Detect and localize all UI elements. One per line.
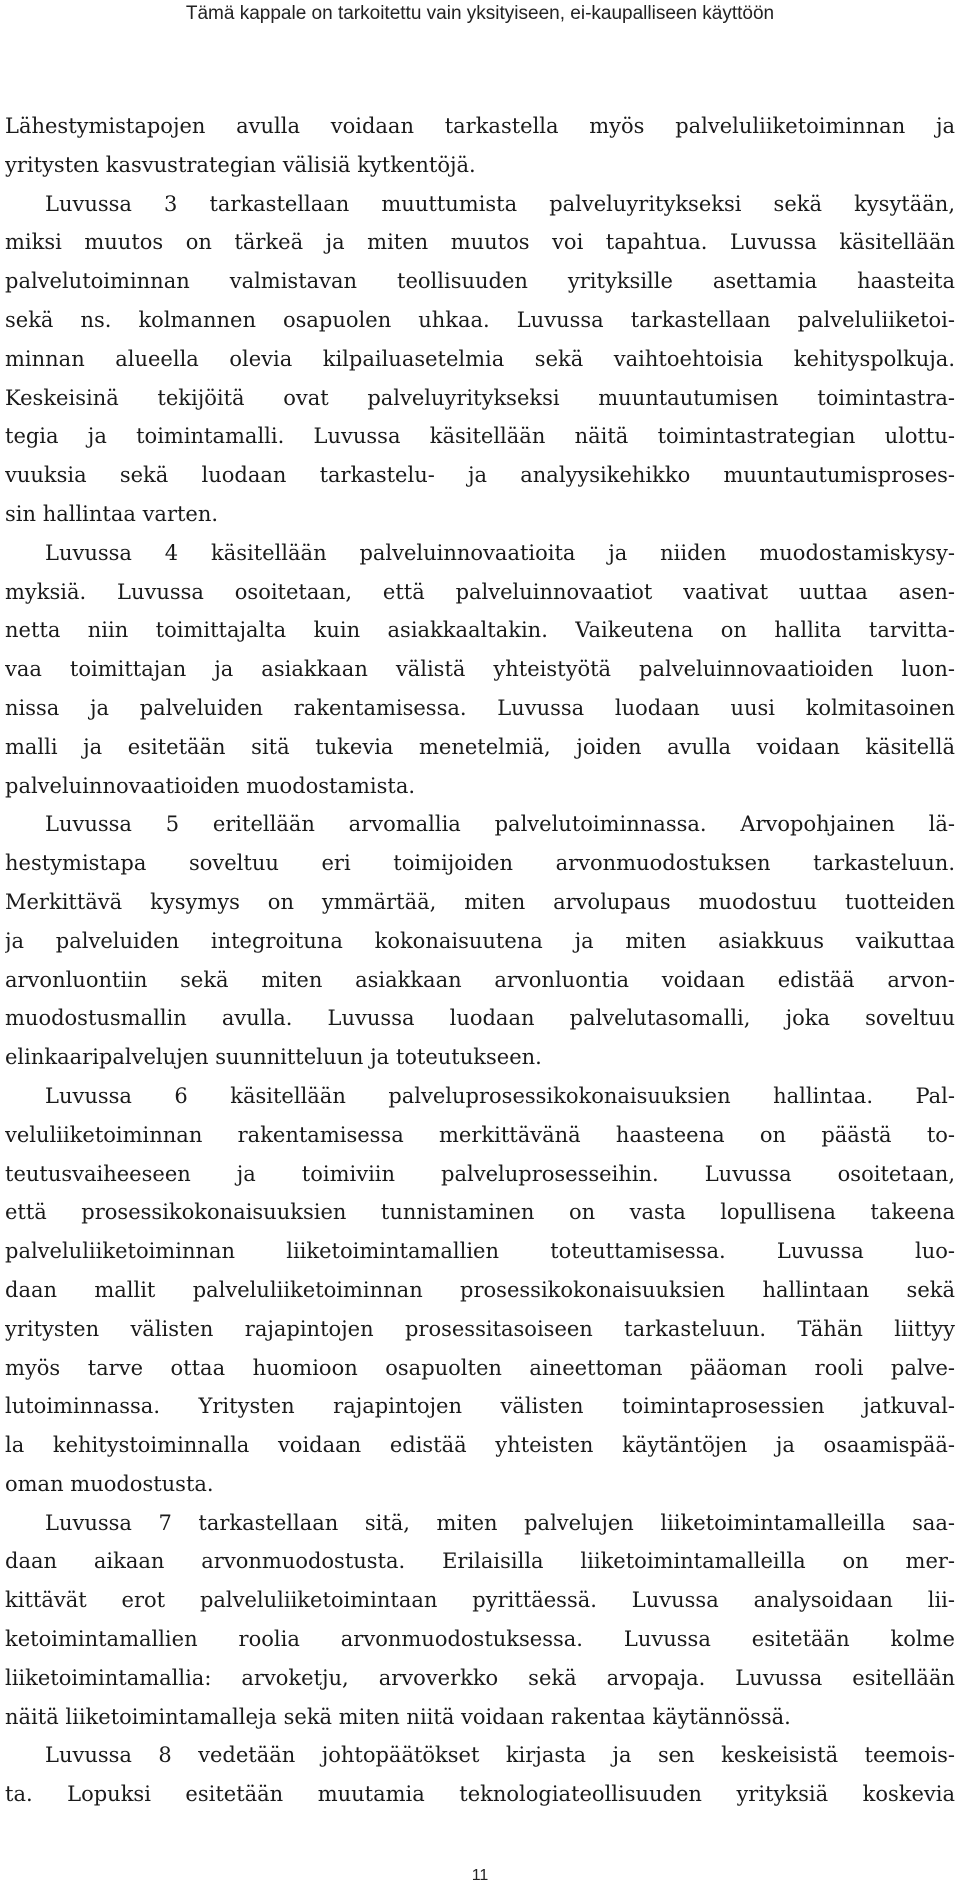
text-line: kittävät erot palveluliiketoimintaan pyrittäessä. Luvussa analysoidaan lii- bbox=[5, 1588, 955, 1613]
text-line: Luvussa 3 tarkastellaan muuttumista palveluyritykseksi sekä kysytään, bbox=[45, 191, 955, 216]
text-line: nissa ja palveluiden rakentamisessa. Luvussa luodaan uusi kolmitasoinen bbox=[5, 695, 955, 720]
text-line: minnan alueella olevia kilpailuasetelmia sekä vaihtoehtoisia kehityspolkuja. bbox=[5, 346, 955, 371]
text-line: sekä ns. kolmannen osapuolen uhkaa. Luvussa tarkastellaan palveluliiketoi- bbox=[5, 307, 955, 332]
text-line: daan mallit palveluliiketoiminnan prosessikokonaisuuksien hallintaan sekä bbox=[5, 1277, 955, 1302]
text-line: yritysten välisten rajapintojen prosessitasoiseen tarkasteluun. Tähän liittyy bbox=[5, 1316, 955, 1341]
text-line: oman muodostusta. bbox=[5, 1471, 214, 1496]
text-line: tegia ja toimintamalli. Luvussa käsitellään näitä toimintastrategian ulottu- bbox=[5, 424, 955, 449]
text-line: teutusvaiheeseen ja toimiviin palveluprosesseihin. Luvussa osoitetaan, bbox=[5, 1161, 955, 1186]
paragraph bbox=[5, 534, 955, 806]
text-line: hestymistapa soveltuu eri toimijoiden arvonmuodostuksen tarkasteluun. bbox=[5, 851, 955, 876]
text-line: myös tarve ottaa huomioon osapuolten aineettoman pääoman rooli palve- bbox=[5, 1355, 955, 1380]
text-line: vuuksia sekä luodaan tarkastelu- ja analyysikehikko muuntautumisproses- bbox=[5, 463, 955, 488]
text-line: lutoiminnassa. Yritysten rajapintojen välisten toimintaprosessien jatkuval- bbox=[5, 1394, 955, 1419]
paragraph bbox=[5, 1504, 955, 1737]
text-line: Luvussa 8 vedetään johtopäätökset kirjasta ja sen keskeisistä teemois- bbox=[45, 1743, 955, 1768]
text-line: Keskeisinä tekijöitä ovat palveluyritykseksi muuntautumisen toimintastra- bbox=[5, 385, 955, 410]
text-line: ta. Lopuksi esitetään muutamia teknologiateollisuuden yrityksiä koskevia bbox=[5, 1782, 955, 1807]
text-line: palveluliiketoiminnan liiketoimintamallien toteuttamisessa. Luvussa luo- bbox=[5, 1239, 955, 1264]
text-line: ketoimintamallien roolia arvonmuodostuksessa. Luvussa esitetään kolme bbox=[5, 1627, 955, 1652]
text-line: Luvussa 4 käsitellään palveluinnovaatioita ja niiden muodostamiskysy- bbox=[45, 540, 955, 565]
text-line: malli ja esitetään sitä tukevia menetelmiä, joiden avulla voidaan käsitellä bbox=[5, 734, 955, 759]
text-line: Luvussa 5 eritellään arvomallia palvelutoiminnassa. Arvopohjainen lä- bbox=[45, 812, 955, 837]
text-line: veluliiketoiminnan rakentamisessa merkittävänä haasteena on päästä to- bbox=[5, 1122, 955, 1147]
text-line: Merkittävä kysymys on ymmärtää, miten arvolupaus muodostuu tuotteiden bbox=[5, 889, 955, 914]
text-line: daan aikaan arvonmuodostusta. Erilaisilla liiketoimintamalleilla on mer- bbox=[5, 1549, 955, 1574]
header-note: Tämä kappale on tarkoitettu vain yksityiseen, ei-kaupalliseen käyttöön bbox=[185, 3, 775, 24]
text-line: Luvussa 7 tarkastellaan sitä, miten palvelujen liiketoimintamalleilla saa- bbox=[45, 1510, 955, 1535]
text-line: elinkaaripalvelujen suunnitteluun ja toteutukseen. bbox=[5, 1045, 542, 1070]
text-line: palvelutoiminnan valmistavan teollisuuden yrityksille asettamia haasteita bbox=[5, 269, 955, 294]
text-line: la kehitystoiminnalla voidaan edistää yhteisten käytäntöjen ja osaamispää- bbox=[5, 1433, 955, 1458]
text-line: liiketoimintamallia: arvoketju, arvoverkko sekä arvopaja. Luvussa esitellään bbox=[5, 1665, 955, 1690]
text-line: että prosessikokonaisuuksien tunnistaminen on vasta lopullisena takeena bbox=[5, 1200, 955, 1225]
text-line: yritysten kasvustrategian välisiä kytkentöjä. bbox=[5, 152, 476, 177]
text-line: vaa toimittajan ja asiakkaan välistä yhteistyötä palveluinnovaatioiden luon- bbox=[5, 657, 955, 682]
text-line: arvonluontiin sekä miten asiakkaan arvonluontia voidaan edistää arvon- bbox=[5, 967, 955, 992]
paragraph bbox=[5, 805, 955, 1077]
paragraph bbox=[5, 107, 955, 185]
text-line: myksiä. Luvussa osoitetaan, että palveluinnovaatiot vaativat uuttaa asen- bbox=[5, 579, 955, 604]
text-line: ja palveluiden integroituna kokonaisuutena ja miten asiakkuus vaikuttaa bbox=[5, 928, 955, 953]
body-text bbox=[5, 107, 955, 1814]
text-line: Luvussa 6 käsitellään palveluprosessikokonaisuuksien hallintaa. Pal- bbox=[45, 1083, 955, 1108]
text-line: sin hallintaa varten. bbox=[5, 501, 219, 526]
text-line: Lähestymistapojen avulla voidaan tarkastella myös palveluliiketoiminnan ja bbox=[5, 114, 955, 138]
text-line: muodostusmallin avulla. Luvussa luodaan palvelutasomalli, joka soveltuu bbox=[5, 1006, 955, 1031]
text-line: miksi muutos on tärkeä ja miten muutos voi tapahtua. Luvussa käsitellään bbox=[5, 230, 955, 255]
text-line: palveluinnovaatioiden muodostamista. bbox=[5, 773, 416, 798]
text-line: netta niin toimittajalta kuin asiakkaaltakin. Vaikeutena on hallita tarvitta- bbox=[5, 618, 955, 643]
paragraph bbox=[5, 185, 955, 534]
text-line: näitä liiketoimintamalleja sekä miten niitä voidaan rakentaa käytännössä. bbox=[5, 1704, 791, 1729]
paragraph bbox=[5, 1077, 955, 1504]
paragraph bbox=[5, 1736, 955, 1814]
page-number: 11 bbox=[471, 1867, 489, 1884]
